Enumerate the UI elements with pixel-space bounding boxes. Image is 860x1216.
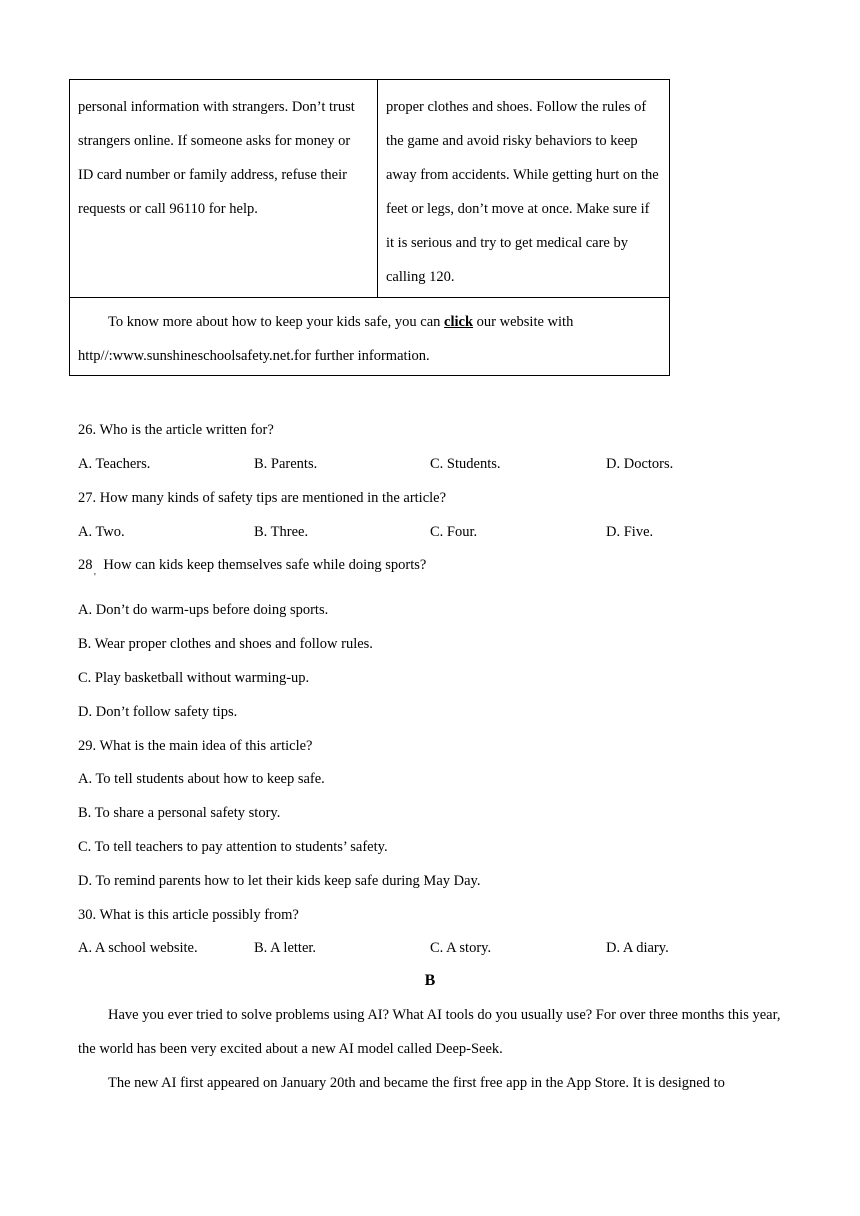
question-28-option-d: D. Don’t follow safety tips. (78, 704, 238, 720)
question-26-option-c: C. Students. (430, 456, 501, 472)
question-29-option-d: D. To remind parents how to let their kids keep safe during May Day. (78, 873, 481, 889)
table-row (70, 80, 669, 298)
section-b-paragraph-1 (78, 998, 788, 1066)
question-29-option-c: C. To tell teachers to pay attention to students’ safety. (78, 839, 388, 855)
section-b-heading: B (424, 972, 436, 989)
question-28-option-a: A. Don’t do warm-ups before doing sports. (78, 602, 329, 618)
question-27-option-d: D. Five. (606, 524, 654, 540)
question-26: 26. Who is the article written for? (78, 422, 274, 438)
question-28: 28 How can kids keep themselves safe while doing sports? (78, 557, 427, 573)
section-b-paragraph-2 (78, 1066, 788, 1100)
question-27-option-a: A. Two. (78, 524, 125, 540)
question-30-option-c: C. A story. (430, 940, 492, 956)
question-30-option-a: A. A school website. (78, 940, 198, 956)
question-28-option-c: C. Play basketball without warming-up. (78, 670, 310, 686)
question-26-option-a: A. Teachers. (78, 456, 151, 472)
paragraph-2-text: The new AI first appeared on January 20th and became the first free app in the App Store. It is designed to (108, 1075, 725, 1091)
click-link[interactable]: click (444, 314, 474, 330)
question-26-option-b: B. Parents. (254, 456, 318, 472)
website-info-text-end: our website with http//:www.sunshineschoolsafety.net.for further information. (78, 314, 574, 364)
question-28-option-b: B. Wear proper clothes and shoes and follow rules. (78, 636, 373, 652)
website-info-text: To know more about how to keep your kids safe, you can (108, 314, 445, 330)
question-29: 29. What is the main idea of this article? (78, 738, 313, 754)
stray-mark: ' (94, 572, 96, 583)
sports-safety-cell: proper clothes and shoes. Follow the rules of the game and avoid risky behaviors to keep away from accidents. While getting hurt on the feet or legs, don’t move at once. Make sure if it is serious and try to get medical care by calling 120. (386, 99, 659, 285)
paragraph-1-text: Have you ever tried to solve problems using AI? What AI tools do you usually use? For over three months this year, the world has been very excited about a new AI model called Deep-Seek. (78, 1007, 781, 1057)
question-29-option-b: B. To share a personal safety story. (78, 805, 281, 821)
question-30: 30. What is this article possibly from? (78, 907, 299, 923)
question-27: 27. How many kinds of safety tips are mentioned in the article? (78, 490, 447, 506)
website-info-cell (70, 298, 669, 375)
question-27-option-b: B. Three. (254, 524, 309, 540)
safety-tips-table (69, 79, 670, 376)
question-30-option-d: D. A diary. (606, 940, 669, 956)
question-26-option-d: D. Doctors. (606, 456, 674, 472)
question-27-option-c: C. Four. (430, 524, 478, 540)
question-29-option-a: A. To tell students about how to keep safe. (78, 771, 325, 787)
online-safety-cell: personal information with strangers. Don’t trust strangers online. If someone asks for money or ID card number or family address, refuse their requests or call 96110 for help. (70, 80, 378, 297)
question-30-option-b: B. A letter. (254, 940, 317, 956)
